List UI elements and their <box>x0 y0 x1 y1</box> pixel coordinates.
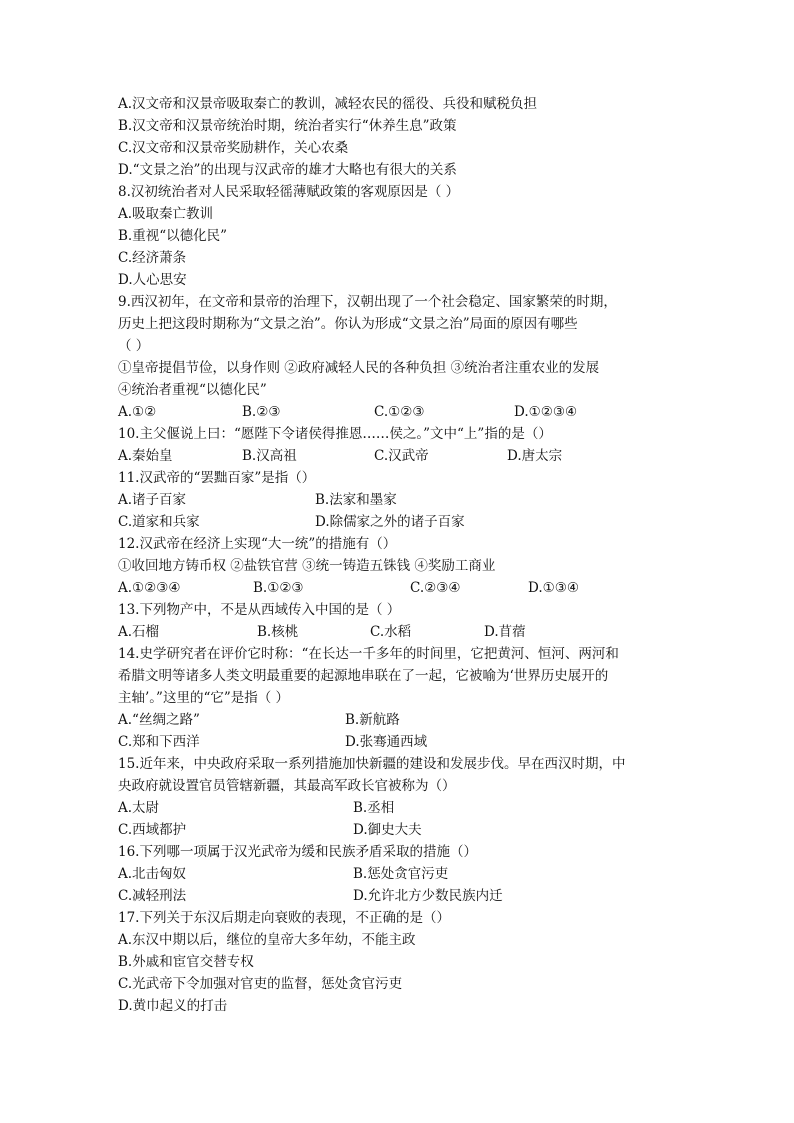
q7-option-d: D.“文景之治”的出现与汉武帝的雄才大略也有很大的关系 <box>118 162 457 178</box>
q11-option-b: B.法家和墨家 <box>315 492 397 508</box>
q10-option-b: B.汉高祖 <box>242 448 297 464</box>
q11-option-d: D.除儒家之外的诸子百家 <box>315 514 465 530</box>
q10-option-a: A.秦始皇 <box>118 448 173 464</box>
q7-option-a: A.汉文帝和汉景帝吸取秦亡的教训，减轻农民的徭役、兵役和赋税负担 <box>118 96 538 112</box>
q16-option-b: B.惩处贪官污吏 <box>353 866 449 882</box>
q15-stem-line2: 央政府就设置官员管辖新疆，其最高军政长官被称为（） <box>118 778 456 794</box>
q9-stem-line3: （ ） <box>118 338 150 354</box>
q9-option-d: D.①②③④ <box>514 404 578 420</box>
q14-stem-line1: 14.史学研究者在评价它时称：“在长达一千多年的时间里，它把黄河、恒河、两河和 <box>118 646 619 662</box>
q11-options-row1 <box>118 489 678 511</box>
q16-option-a: A.北击匈奴 <box>118 866 187 882</box>
q14-option-c: C.郑和下西洋 <box>118 734 200 750</box>
q8-stem: 8.汉初统治者对人民采取轻徭薄赋政策的客观原因是（ ） <box>118 184 460 200</box>
q8-option-b: B.重视“以德化民” <box>118 228 228 244</box>
q8-option-c: C.经济萧条 <box>118 250 187 266</box>
q15-stem-line1: 15.近年来，中央政府采取一系列措施加快新疆的建设和发展步伐。早在西汉时期，中 <box>118 756 626 772</box>
q14-option-a: A.“丝绸之路” <box>118 712 200 728</box>
q14-options-row1 <box>118 709 678 731</box>
q13-option-d: D.苜蓿 <box>484 624 526 640</box>
q17-option-d: D.黄巾起义的打击 <box>118 998 228 1014</box>
q16-options-row1 <box>118 863 678 885</box>
q14-option-d: D.张骞通西域 <box>345 734 428 750</box>
q10-stem: 10.主父偃说上曰：“愿陛下令诸侯得推恩……侯之。”文中“上”指的是（） <box>118 426 552 442</box>
q14-stem-line3: 主轴’。”这里的“它”是指（ ） <box>118 690 290 706</box>
q10-options-row <box>118 445 678 467</box>
q11-options-row2 <box>118 511 678 533</box>
q12-option-c: C.②③④ <box>410 580 461 596</box>
q11-option-a: A.诸子百家 <box>118 492 187 508</box>
q9-stem-line2: 历史上把这段时期称为“文景之治”。你认为形成“文景之治”局面的原因有哪些 <box>118 316 578 332</box>
q15-option-d: D.御史大夫 <box>353 822 422 838</box>
q9-option-c: C.①②③ <box>374 404 425 420</box>
q12-options-row <box>118 577 678 599</box>
q10-option-c: C.汉武帝 <box>374 448 429 464</box>
q8-option-a: A.吸取秦亡教训 <box>118 206 214 222</box>
q9-items-line2: ④统治者重视“以德化民” <box>118 382 267 398</box>
q17-option-c: C.光武帝下令加强对官吏的监督，惩处贪官污吏 <box>118 976 403 992</box>
q13-option-b: B.核桃 <box>257 624 299 640</box>
q15-option-c: C.西域都护 <box>118 822 187 838</box>
q8-option-d: D.人心思安 <box>118 272 187 288</box>
q15-options-row1 <box>118 797 678 819</box>
q14-stem-line2: 希腊文明等诸多人类文明最重要的起源地串联在了一起，它被喻为‘世界历史展开的 <box>118 668 609 684</box>
q14-option-b: B.新航路 <box>345 712 400 728</box>
q9-items-line1: ①皇帝提倡节俭，以身作则 ②政府减轻人民的各种负担 ③统治者注重农业的发展 <box>118 360 600 376</box>
q9-option-a: A.①② <box>118 404 157 420</box>
q9-stem-line1: 9.西汉初年，在文帝和景帝的治理下，汉朝出现了一个社会稳定、国家繁荣的时期， <box>118 294 617 310</box>
q15-options-row2 <box>118 819 678 841</box>
q13-option-a: A.石榴 <box>118 624 160 640</box>
q12-stem: 12.汉武帝在经济上实现“大一统”的措施有（） <box>118 536 397 552</box>
q10-option-d: D.唐太宗 <box>507 448 563 464</box>
q9-options-row <box>118 401 678 423</box>
q12-option-b: B.①②③ <box>253 580 304 596</box>
q11-stem: 11.汉武帝的“罢黜百家”是指（） <box>118 470 316 486</box>
q12-option-d: D.①③④ <box>528 580 579 596</box>
q12-option-a: A.①②③④ <box>118 580 181 596</box>
q17-stem: 17.下列关于东汉后期走向衰败的表现，不正确的是（） <box>118 910 450 926</box>
q16-options-row2 <box>118 885 678 907</box>
q7-option-c: C.汉文帝和汉景帝奖励耕作，关心农桑 <box>118 140 349 156</box>
q16-option-c: C.减轻刑法 <box>118 888 187 904</box>
q7-option-b: B.汉文帝和汉景帝统治时期，统治者实行“休养生息”政策 <box>118 118 457 134</box>
q16-stem: 16.下列哪一项属于汉光武帝为缓和民族矛盾采取的措施（） <box>118 844 477 860</box>
q13-option-c: C.水稻 <box>370 624 412 640</box>
q11-option-c: C.道家和兵家 <box>118 514 200 530</box>
q17-option-a: A.东汉中期以后，继位的皇帝大多年幼，不能主政 <box>118 932 416 948</box>
q16-option-d: D.允许北方少数民族内迁 <box>353 888 503 904</box>
q17-option-b: B.外戚和宦官交替专权 <box>118 954 254 970</box>
q15-option-a: A.太尉 <box>118 800 160 816</box>
question-list <box>118 93 678 1017</box>
q12-items: ①收回地方铸币权 ②盐铁官营 ③统一铸造五铢钱 ④奖励工商业 <box>118 558 496 574</box>
q15-option-b: B.丞相 <box>353 800 395 816</box>
q13-options-row <box>118 621 678 643</box>
q13-stem: 13.下列物产中，不是从西域传入中国的是（ ） <box>118 602 401 618</box>
q9-option-b: B.②③ <box>242 404 281 420</box>
q14-options-row2 <box>118 731 678 753</box>
